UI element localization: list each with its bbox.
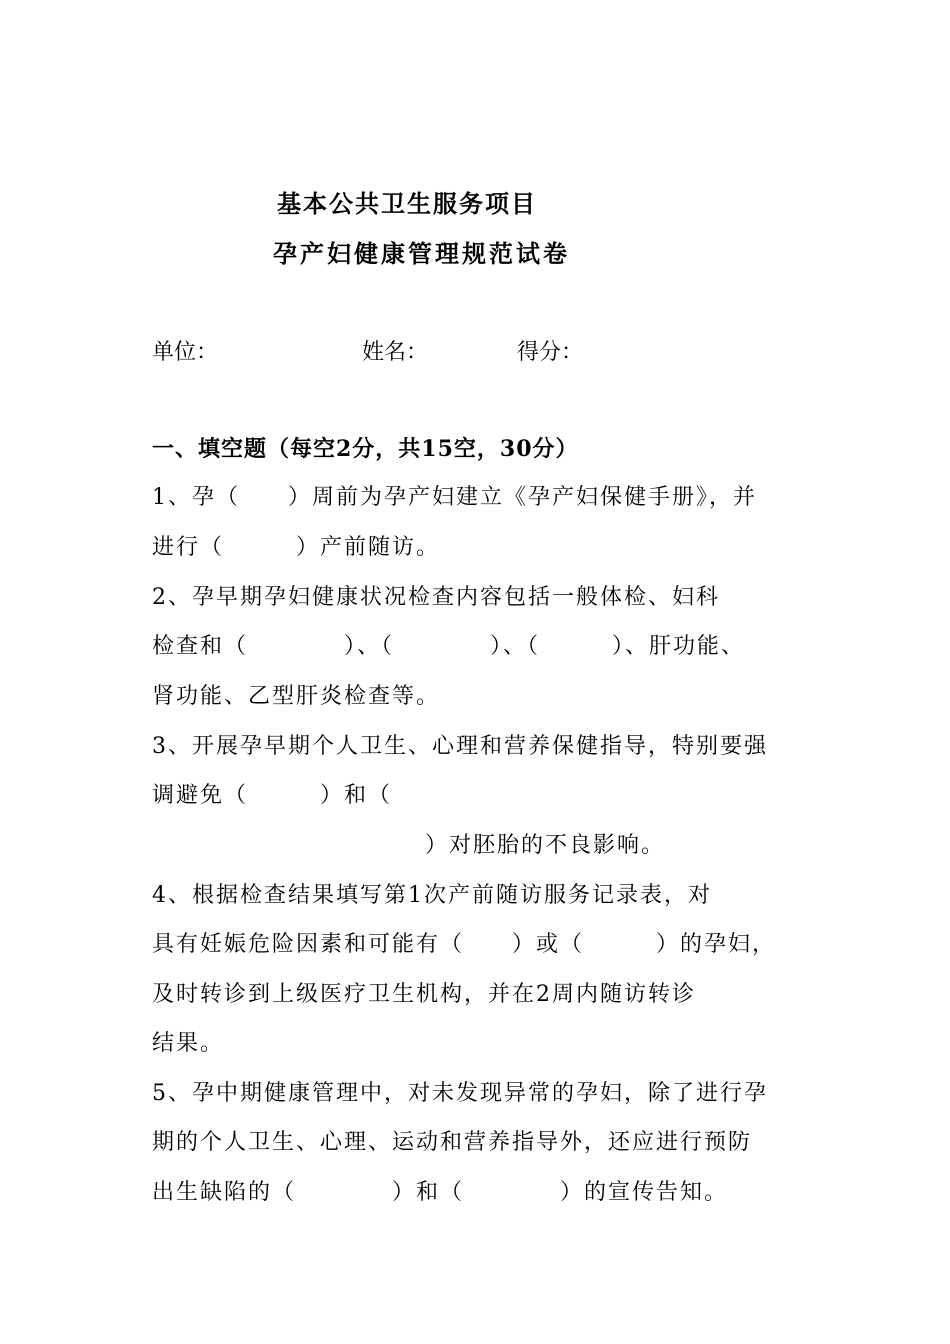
name-label: 姓名： [362, 340, 429, 365]
question-line: 及时转诊到上级医疗卫生机构，并在2周内随访转诊 [152, 982, 696, 1007]
question-line: 5、孕中期健康管理中，对未发现异常的孕妇，除了进行孕 [152, 1081, 768, 1106]
question-line: 2、孕早期孕妇健康状况检查内容包括一般体检、妇科 [152, 585, 720, 610]
unit-label: 单位： [152, 340, 219, 365]
question-line: 期的个人卫生、心理、运动和营养指导外，还应进行预防 [152, 1130, 753, 1155]
question-line: 具有妊娠危险因素和可能有（ ）或（ ）的孕妇， [152, 932, 777, 957]
question-line: 调避免（ ）和（ [152, 783, 393, 808]
question-line: 进行（ ）产前随访。 [152, 535, 441, 560]
question-line: 肾功能、乙型肝炎检查等。 [152, 684, 441, 709]
question-line: 3、开展孕早期个人卫生、心理和营养保健指导，特别要强 [152, 734, 768, 759]
section-heading: 一、填空题（每空2分，共15空，30分） [152, 436, 579, 462]
exam-title-line1: 基本公共卫生服务项目 [277, 189, 537, 218]
question-line: ）对胚胎的不良影响。 [425, 833, 666, 858]
question-line: 结果。 [152, 1031, 225, 1056]
score-label: 得分： [517, 340, 584, 365]
question-line: 出生缺陷的（ ）和（ ）的宣传告知。 [152, 1180, 729, 1205]
question-line: 4、根据检查结果填写第1次产前随访服务记录表，对 [152, 883, 712, 908]
question-line: 1、孕（ ）周前为孕产妇建立《孕产妇保健手册》，并 [152, 485, 757, 510]
question-line: 检查和（ ）、（ ）、（ ）、肝功能、 [152, 634, 746, 659]
exam-title-line2: 孕产妇健康管理规范试卷 [273, 239, 570, 268]
